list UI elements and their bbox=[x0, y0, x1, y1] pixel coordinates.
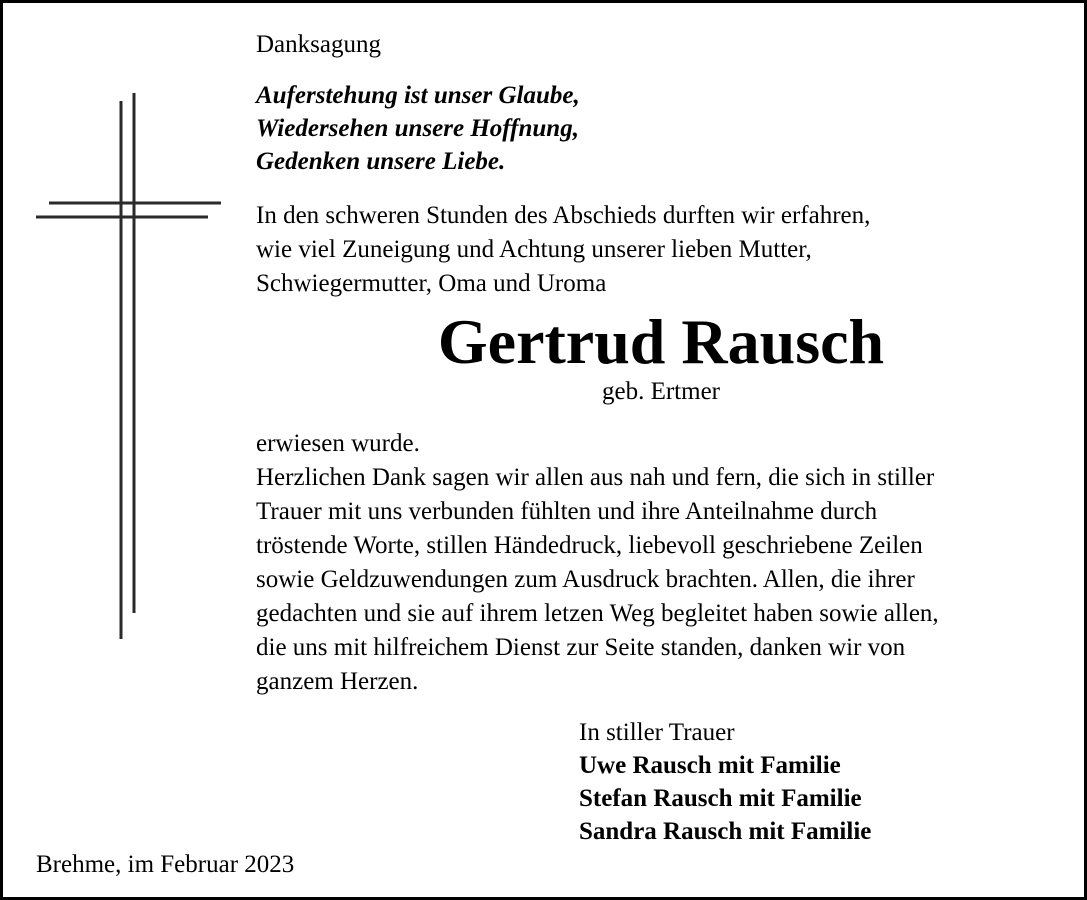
body-line: ganzem Herzen. bbox=[256, 668, 419, 695]
intro-line: In den schweren Stunden des Abschieds durften wir erfahren, bbox=[256, 202, 871, 229]
body-line: Herzlichen Dank sagen wir allen aus nah und fern, die sich in stiller bbox=[256, 464, 935, 491]
motto-line: Gedenken unsere Liebe. bbox=[256, 148, 506, 175]
body-line: Trauer mit uns verbunden fühlten und ihre Anteilnahme durch bbox=[256, 498, 878, 525]
place-date: Brehme, im Februar 2023 bbox=[36, 851, 295, 878]
signer-name: Uwe Rausch mit Familie bbox=[579, 752, 841, 779]
cross-icon bbox=[33, 93, 233, 643]
motto bbox=[256, 79, 580, 178]
notice-heading: Danksagung bbox=[256, 31, 381, 58]
motto-line: Wiedersehen unsere Hoffnung, bbox=[256, 115, 579, 142]
mourning-line: In stiller Trauer bbox=[579, 719, 735, 746]
body-line: die uns mit hilfreichem Dienst zur Seite standen, danken wir von bbox=[256, 634, 906, 661]
body-text bbox=[256, 427, 939, 699]
maiden-name: geb. Ertmer bbox=[601, 378, 720, 405]
body-line: sowie Geldzuwendungen zum Ausdruck brachten. Allen, die ihrer bbox=[256, 566, 915, 593]
deceased-name: Gertrud Rausch bbox=[437, 306, 885, 377]
signer-name: Sandra Rausch mit Familie bbox=[579, 818, 872, 845]
intro-line: wie viel Zuneigung und Achtung unserer lieben Mutter, bbox=[256, 236, 812, 263]
body-line: tröstende Worte, stillen Händedruck, liebevoll geschriebene Zeilen bbox=[256, 532, 923, 559]
body-line: erwiesen wurde. bbox=[256, 430, 420, 457]
signature-block bbox=[579, 716, 871, 848]
signer-name: Stefan Rausch mit Familie bbox=[579, 785, 862, 812]
body-line: gedachten und sie auf ihrem letzen Weg begleitet haben sowie allen, bbox=[256, 600, 939, 627]
motto-line: Auferstehung ist unser Glaube, bbox=[256, 82, 580, 109]
intro-line: Schwiegermutter, Oma und Uroma bbox=[256, 270, 607, 297]
intro-text bbox=[256, 199, 870, 301]
